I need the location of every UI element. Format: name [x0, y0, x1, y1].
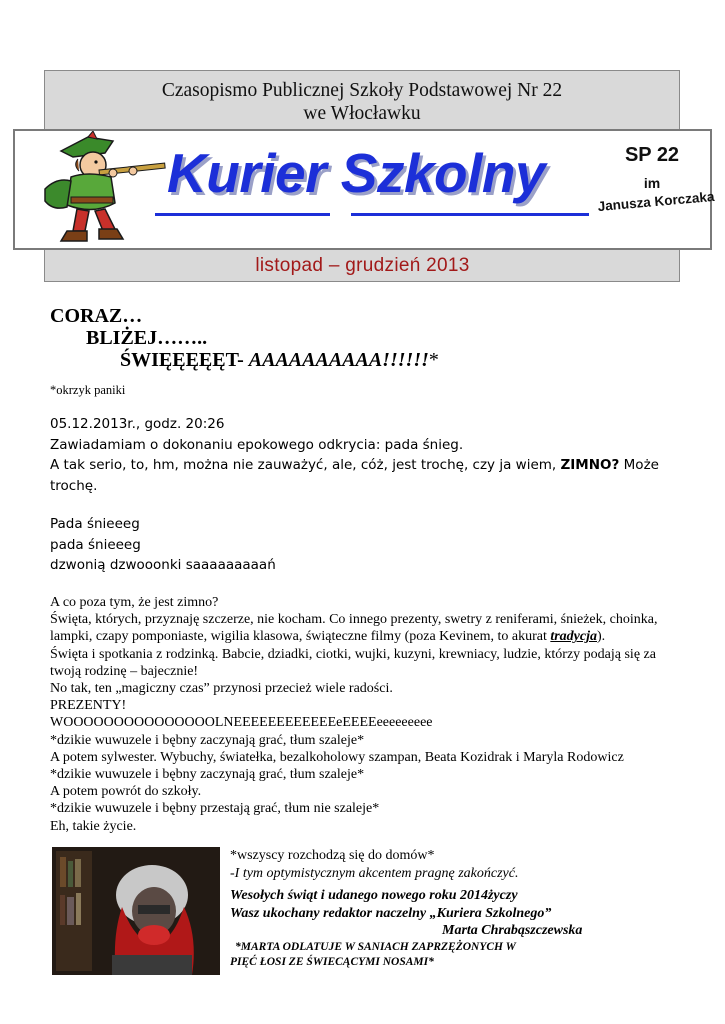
postscript-line2: PIĘĆ ŁOSI ZE ŚWIECĄCYMI NOSAMI* — [230, 955, 434, 968]
wishes-line1: Wesołych świąt i udanego nowego roku 2014życzy — [230, 888, 518, 903]
headline-footnote: *okrzyk paniki — [50, 383, 126, 397]
poem-line2: pada śnieeeg — [50, 536, 141, 553]
body-p8: A potem sylwester. Wybuchy, światełka, bezalkoholowy szampan, Beata Kozidrak i Maryla Rodowicz — [50, 749, 624, 765]
school-name — [45, 79, 679, 125]
body-p2-text: Święta, których, przyznaję szczerze, nie kocham. Co innego prezenty, swetry z reniferami, śnieżek, choinka, lampki, czapy pomponiaste, wigilia klasowa, świąteczne filmy (poza Kevinem, to akurat — [50, 612, 658, 645]
poem-line1: Pada śnieeeg — [50, 516, 140, 532]
postscript-line1: *MARTA ODLATUJE W SANIACH ZAPRZĘŻONYCH W — [235, 941, 516, 953]
article-body — [50, 594, 690, 835]
wishes-signature: Marta Chrabąszczewska — [442, 923, 583, 938]
body-p4: No tak, ten „magiczny czas” przynosi przecież wiele radości. — [50, 681, 393, 697]
body-p2 — [50, 611, 690, 645]
body-p7: *dzikie wuwuzele i bębny zaczynają grać, tłum szaleje* — [50, 732, 365, 748]
body-p2-end: ). — [597, 629, 606, 645]
body-p9: *dzikie wuwuzele i bębny zaczynają grać, tłum szaleje* — [50, 767, 365, 783]
intro-block — [50, 414, 680, 496]
headline-asterisk: * — [428, 349, 439, 371]
intro-line1: Zawiadamiam o dokonaniu epokowego odkrycia: pada śnieg. — [50, 436, 464, 453]
headline-line3-main: ŚWIĘĘĘĘĘT- — [120, 349, 244, 371]
closing-line2: -I tym optymistycznym akcentem pragnę zakończyć. — [230, 865, 519, 881]
body-p10: A potem powrót do szkoły. — [50, 784, 202, 800]
headline-line1: CORAZ… — [50, 305, 143, 327]
title-underline-1 — [155, 213, 330, 216]
newspaper-title — [167, 141, 545, 205]
closing-line1: *wszyscy rozchodzą się do domów* — [230, 848, 435, 863]
postscript — [230, 940, 690, 969]
title-banner — [13, 129, 715, 250]
school-number: SP 22 — [624, 144, 680, 166]
intro-line2-text: A tak serio, to, hm, można nie zauważyć, ale, cóż, jest trochę, czy ja wiem, — [50, 457, 557, 473]
body-p11: *dzikie wuwuzele i bębny przestają grać, tłum nie szaleje* — [50, 801, 380, 817]
issue-date: listopad – grudzień 2013 — [255, 255, 470, 276]
intro-line2 — [50, 455, 680, 496]
body-p2-tradycja: tradycja — [550, 629, 597, 645]
title-word-szkolny: Szkolny — [340, 142, 546, 204]
poem-line3: dzwonią dzwooonki saaaaaaaaań — [50, 557, 276, 573]
wishes-line2: Wasz ukochany redaktor naczelny „Kuriera Szkolnego” — [230, 905, 552, 921]
title-underline-2 — [351, 213, 589, 216]
wishes-block — [230, 887, 690, 940]
intro-line2-end: Może trochę. — [50, 457, 659, 494]
school-im: im — [643, 175, 661, 191]
body-p6: WOOOOOOOOOOOOOOOLNEEEEEEEEEEEEeEEEEeeeeeeeee — [50, 715, 433, 731]
intro-date: 05.12.2013r., godz. 20:26 — [50, 416, 225, 432]
headline-line2: BLIŻEJ…….. — [86, 327, 208, 349]
title-word-kurier: Kurier — [167, 142, 326, 204]
poem-block — [50, 514, 680, 576]
body-p3: Święta i spotkania z rodzinką. Babcie, dziadki, ciotki, wujki, kuzyni, krewniacy, ludzie, którzy podają się za twoją rodzinę – bajecznie! — [50, 646, 656, 679]
body-p12: Eh, takie życie. — [50, 818, 137, 834]
headline-line3-scream: AAAAAAAAAA!!!!!! — [248, 349, 429, 371]
flute-boy-mascot-icon — [33, 131, 168, 249]
closing-block — [230, 847, 690, 882]
author-photo — [52, 847, 220, 975]
school-patron: Janusza Korczaka — [597, 188, 715, 215]
author-photo-image — [52, 847, 220, 975]
school-name-line2: we Włocławku — [303, 103, 421, 124]
intro-zimno: ZIMNO? — [560, 457, 620, 473]
body-p5: PREZENTY! — [50, 698, 127, 714]
school-name-line1: Czasopismo Publicznej Szkoły Podstawowej Nr 22 — [161, 80, 563, 101]
body-p1: A co poza tym, że jest zimno? — [50, 595, 219, 610]
headline-line3 — [120, 349, 439, 372]
